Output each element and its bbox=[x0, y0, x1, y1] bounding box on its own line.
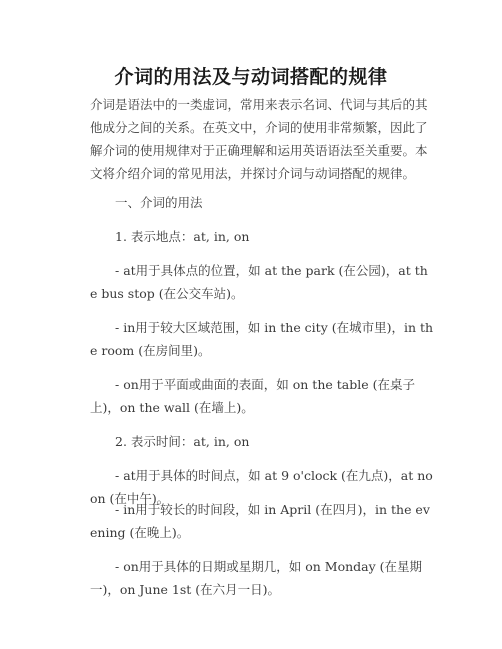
document-title: 介词的用法及与动词搭配的规律 bbox=[114, 66, 388, 88]
subheading-place: 1. 表示地点：at, in, on bbox=[115, 229, 250, 244]
intro-paragraph: 介词是语法中的一类虚词，常用来表示名词、代词与其后的其他成分之间的关系。在英文中，介词的使用非常频繁，因此了解介词的使用规律对于正确理解和运用英语语法至关重要。本文将介绍介词的常见用法，并探讨介词与动词搭配的规律。 bbox=[90, 97, 428, 181]
section-heading: 一、介词的用法 bbox=[115, 195, 203, 210]
paragraph-at-time: - at用于具体的时间点，如 at 9 o'clock (在九点)，at noon (在中午)。 bbox=[90, 468, 433, 506]
subheading-time: 2. 表示时间：at, in, on bbox=[115, 434, 250, 449]
paragraph-on-place: - on用于平面或曲面的表面，如 on the table (在桌子上)，on the wall (在墙上)。 bbox=[90, 377, 415, 415]
paragraph-in-time: - in用于较长的时间段，如 in April (在四月)，in the evening (在晚上)。 bbox=[90, 502, 430, 540]
paragraph-at-place: - at用于具体点的位置，如 at the park (在公园)，at the bus stop (在公交车站)。 bbox=[90, 263, 428, 301]
paragraph-on-time: - on用于具体的日期或星期几，如 on Monday (在星期一)，on June 1st (在六月一日)。 bbox=[90, 559, 423, 597]
paragraph-in-place: - in用于较大区域范围，如 in the city (在城市里)，in the room (在房间里)。 bbox=[90, 320, 434, 358]
